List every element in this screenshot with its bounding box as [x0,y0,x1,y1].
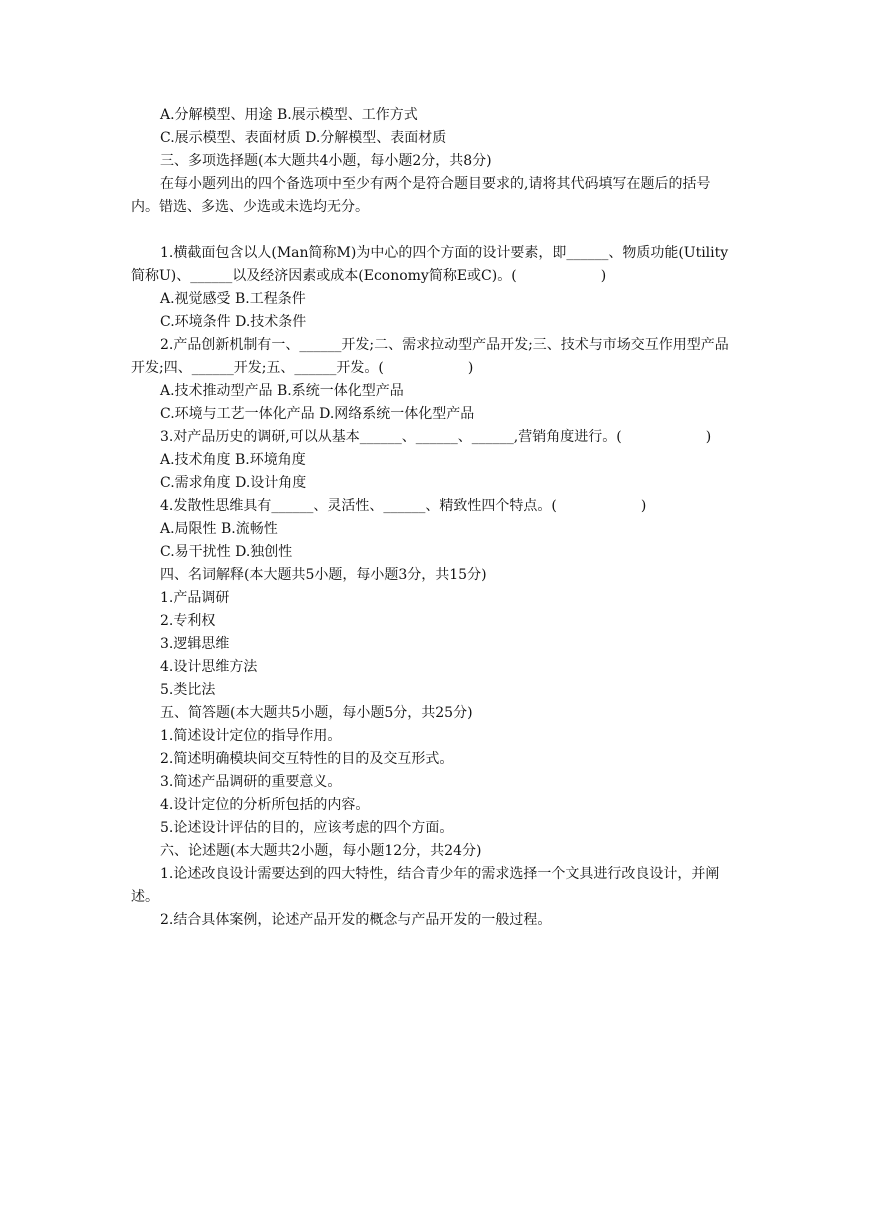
question-item: 2.结合具体案例，论述产品开发的概念与产品开发的一般过程。 [160,912,552,928]
question-text: 4.发散性思维具有______、灵活性、______、精致性四个特点。( ) [160,498,647,514]
option-line: A.技术推动型产品 B.系统一体化型产品 [160,383,404,399]
question-item: 1.简述设计定位的指导作用。 [160,728,342,744]
option-line: C.环境与工艺一体化产品 D.网络系统一体化型产品 [160,406,475,422]
question-text: 3.对产品历史的调研,可以从基本______、______、______,营销角度进行。( ) [160,429,712,445]
option-line: C.易干扰性 D.独创性 [160,544,293,560]
question-item: 2.简述明确模块间交互特性的目的及交互形式。 [160,751,454,767]
question-item: 1.产品调研 [160,590,230,606]
option-line: C.展示模型、表面材质 D.分解模型、表面材质 [160,130,447,146]
section-heading-essay: 六、论述题(本大题共2小题，每小题12分，共24分) [160,843,482,859]
question-item: 5.类比法 [160,682,216,698]
blank-spacer [131,219,738,242]
option-line: A.分解模型、用途 B.展示模型、工作方式 [160,107,418,123]
option-line: A.局限性 B.流畅性 [160,521,278,537]
option-line: C.环境条件 D.技术条件 [160,314,307,330]
question-text: 1.横截面包含以人(Man简称M)为中心的四个方面的设计要素，即______、物质功能(Utility简称U)、______以及经济因素或成本(Economy简称E或C)。( ) [131,245,729,284]
option-line: C.需求角度 D.设计角度 [160,475,307,491]
question-item: 4.设计思维方法 [160,659,258,675]
section-heading-multiple-choice: 三、多项选择题(本大题共4小题，每小题2分，共8分) [160,153,492,169]
question-text: 1.论述改良设计需要达到的四大特性，结合青少年的需求选择一个文具进行改良设计，并阐述。 [131,866,720,905]
question-item: 2.专利权 [160,613,216,629]
option-line: A.视觉感受 B.工程条件 [160,291,306,307]
option-line: A.技术角度 B.环境角度 [160,452,306,468]
section-instructions: 在每小题列出的四个备选项中至少有两个是符合题目要求的,请将其代码填写在题后的括号内。错选、多选、少选或未选均无分。 [131,176,711,215]
question-item: 3.逻辑思维 [160,636,230,652]
question-text: 2.产品创新机制有一、______开发;二、需求拉动型产品开发;三、技术与市场交互作用型产品开发;四、______开发;五、______开发。( ) [131,337,729,376]
document-body [131,104,738,932]
question-item: 4.设计定位的分析所包括的内容。 [160,797,370,813]
question-item: 3.简述产品调研的重要意义。 [160,774,342,790]
section-heading-term-definitions: 四、名词解释(本大题共5小题，每小题3分，共15分) [160,567,487,583]
section-heading-short-answer: 五、简答题(本大题共5小题，每小题5分，共25分) [160,705,473,721]
question-item: 5.论述设计评估的目的，应该考虑的四个方面。 [160,820,454,836]
